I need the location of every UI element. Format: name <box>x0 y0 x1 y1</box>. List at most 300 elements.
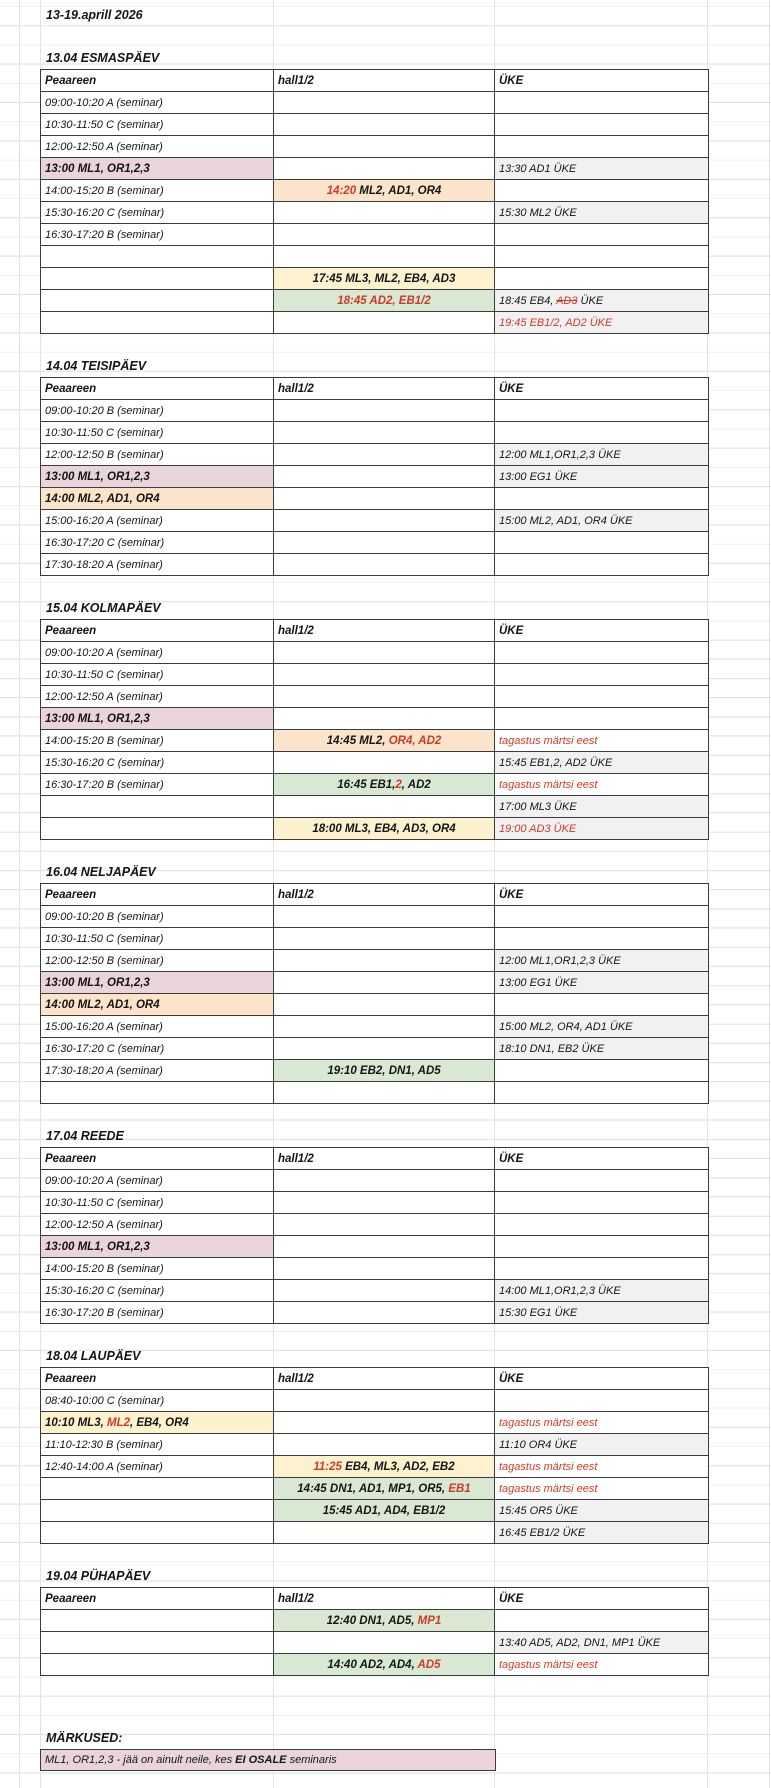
schedule-cell[interactable] <box>495 158 709 180</box>
text-segment: ÜKE <box>577 294 604 307</box>
schedule-cell[interactable] <box>41 818 274 840</box>
text-segment: 17:30-18:20 A (seminar) <box>45 1064 163 1077</box>
schedule-cell[interactable] <box>495 268 709 290</box>
schedule-cell[interactable] <box>274 1500 495 1522</box>
schedule-cell[interactable] <box>495 1302 709 1324</box>
text-segment: 15:30-16:20 C (seminar) <box>45 1284 165 1297</box>
column-header-3[interactable]: ÜKE <box>495 1148 709 1170</box>
text-segment: 15:45 AD1, AD4, EB1/2 <box>322 1504 446 1517</box>
text-segment: 14:00-15:20 B (seminar) <box>45 1262 164 1275</box>
schedule-cell[interactable] <box>41 1390 274 1412</box>
schedule-cell[interactable] <box>41 1610 274 1632</box>
schedule-cell[interactable] <box>274 312 495 334</box>
table-row <box>41 1434 709 1456</box>
table-row <box>41 1456 709 1478</box>
column-header-3[interactable]: ÜKE <box>495 378 709 400</box>
text-segment: 13:00 EG1 ÜKE <box>499 976 578 989</box>
schedule-cell[interactable] <box>41 730 274 752</box>
table-row <box>41 1390 709 1412</box>
schedule-cell[interactable] <box>41 136 274 158</box>
schedule-cell[interactable] <box>274 1302 495 1324</box>
day-section-6 <box>0 1343 771 1544</box>
schedule-cell[interactable] <box>274 928 495 950</box>
schedule-cell[interactable] <box>274 422 495 444</box>
column-header-3[interactable]: ÜKE <box>495 884 709 906</box>
table-row <box>41 818 709 840</box>
sheet-title: 13-19.aprill 2026 <box>46 8 143 22</box>
text-segment: 12:00-12:50 B (seminar) <box>45 448 164 461</box>
schedule-cell[interactable] <box>274 1082 495 1104</box>
text-segment: ML2, AD1, OR4 <box>359 184 442 197</box>
schedule-cell[interactable] <box>274 1632 495 1654</box>
table-row <box>41 136 709 158</box>
schedule-cell[interactable] <box>495 1258 709 1280</box>
schedule-cell[interactable] <box>41 92 274 114</box>
text-segment: 12:00 ML1,OR1,2,3 ÜKE <box>499 954 621 967</box>
text-segment: tagastus märtsi eest <box>499 778 598 791</box>
schedule-cell[interactable] <box>41 400 274 422</box>
text-segment: 12:00-12:50 A (seminar) <box>45 140 163 153</box>
column-header-2[interactable]: hall1/2 <box>274 70 495 92</box>
schedule-cell[interactable] <box>41 202 274 224</box>
text-segment: , AD2 <box>401 778 431 791</box>
schedule-cell[interactable] <box>495 1280 709 1302</box>
table-row <box>41 664 709 686</box>
text-segment: 13:00 ML1, OR1,2,3 <box>45 162 150 175</box>
text-segment: 16:30-17:20 B (seminar) <box>45 1306 164 1319</box>
schedule-cell[interactable] <box>274 642 495 664</box>
column-header-3[interactable]: ÜKE <box>495 70 709 92</box>
schedule-cell[interactable] <box>495 1478 709 1500</box>
table-row <box>41 532 709 554</box>
schedule-cell[interactable] <box>41 686 274 708</box>
schedule-cell[interactable] <box>274 554 495 576</box>
schedule-cell[interactable] <box>495 246 709 268</box>
schedule-cell[interactable] <box>41 290 274 312</box>
schedule-cell[interactable] <box>495 1170 709 1192</box>
schedule-cell[interactable] <box>495 554 709 576</box>
column-header-2[interactable]: hall1/2 <box>274 378 495 400</box>
table-row <box>41 730 709 752</box>
schedule-cell[interactable] <box>495 1038 709 1060</box>
schedule-cell[interactable] <box>41 774 274 796</box>
schedule-cell[interactable] <box>41 488 274 510</box>
day-section-1 <box>0 45 771 334</box>
text-segment: tagastus märtsi eest <box>499 1460 598 1473</box>
schedule-cell[interactable] <box>41 158 274 180</box>
text-segment: 19:45 EB1/2, AD2 ÜKE <box>499 316 613 329</box>
day-section-5 <box>0 1123 771 1324</box>
schedule-cell[interactable] <box>274 1236 495 1258</box>
table-row <box>41 290 709 312</box>
text-segment: AD3 <box>556 294 578 307</box>
column-header-3[interactable]: ÜKE <box>495 620 709 642</box>
schedule-cell[interactable] <box>41 268 274 290</box>
schedule-cell[interactable] <box>41 1236 274 1258</box>
text-segment: tagastus märtsi eest <box>499 1482 598 1495</box>
day-heading: 18.04 LAUPÄEV <box>46 1349 141 1363</box>
schedule-cell[interactable] <box>274 752 495 774</box>
schedule-cell[interactable] <box>495 1500 709 1522</box>
text-segment: 14:00 ML2, AD1, OR4 <box>45 998 160 1011</box>
table-row <box>41 1280 709 1302</box>
schedule-cell[interactable] <box>41 114 274 136</box>
column-header-2[interactable]: hall1/2 <box>274 1148 495 1170</box>
text-segment: 09:00-10:20 A (seminar) <box>45 1174 163 1187</box>
schedule-cell[interactable] <box>41 1016 274 1038</box>
table-row <box>41 444 709 466</box>
day-schedule-table <box>40 1147 709 1324</box>
schedule-cell[interactable] <box>41 1082 274 1104</box>
schedule-cell[interactable] <box>274 796 495 818</box>
schedule-cell[interactable] <box>495 422 709 444</box>
schedule-cell[interactable] <box>274 686 495 708</box>
schedule-cell[interactable] <box>41 532 274 554</box>
schedule-cell[interactable] <box>274 92 495 114</box>
schedule-cell[interactable] <box>41 906 274 928</box>
text-segment: 13:00 ML1, OR1,2,3 <box>45 712 150 725</box>
schedule-cell[interactable] <box>495 950 709 972</box>
schedule-cell[interactable] <box>41 510 274 532</box>
table-row <box>41 1610 709 1632</box>
schedule-cell[interactable] <box>495 774 709 796</box>
schedule-cell[interactable] <box>274 400 495 422</box>
schedule-cell[interactable] <box>495 906 709 928</box>
text-segment: 10:30-11:50 C (seminar) <box>45 668 164 681</box>
table-row <box>41 642 709 664</box>
column-header-3[interactable]: ÜKE <box>495 1588 709 1610</box>
table-row <box>41 400 709 422</box>
day-schedule-table <box>40 377 709 576</box>
schedule-cell[interactable] <box>495 664 709 686</box>
text-segment: EB4, ML3, AD2, EB2 <box>345 1460 455 1473</box>
schedule-cell[interactable] <box>274 1280 495 1302</box>
schedule-cell[interactable] <box>274 818 495 840</box>
schedule-cell[interactable] <box>274 136 495 158</box>
schedule-cell[interactable] <box>495 752 709 774</box>
table-row <box>41 1038 709 1060</box>
table-row <box>41 554 709 576</box>
table-row <box>41 1412 709 1434</box>
day-section-3 <box>0 595 771 840</box>
text-segment: 15:00 ML2, OR4, AD1 ÜKE <box>499 1020 633 1033</box>
schedule-cell[interactable] <box>495 290 709 312</box>
table-row <box>41 158 709 180</box>
schedule-cell[interactable] <box>274 664 495 686</box>
column-header-1[interactable]: Peaareen <box>41 1368 274 1390</box>
schedule-cell[interactable] <box>41 1192 274 1214</box>
schedule-cell[interactable] <box>495 1214 709 1236</box>
schedule-cell[interactable] <box>274 290 495 312</box>
schedule-cell[interactable] <box>41 1522 274 1544</box>
schedule-cell[interactable] <box>41 1258 274 1280</box>
text-segment: 15:30 ML2 ÜKE <box>499 206 577 219</box>
schedule-cell[interactable] <box>495 92 709 114</box>
column-header-2[interactable]: hall1/2 <box>274 620 495 642</box>
day-heading: 17.04 REEDE <box>46 1129 124 1143</box>
schedule-cell[interactable] <box>41 928 274 950</box>
column-header-2[interactable]: hall1/2 <box>274 1368 495 1390</box>
text-segment: 13:00 ML1, OR1,2,3 <box>45 1240 150 1253</box>
schedule-cell[interactable] <box>41 1500 274 1522</box>
text-segment: 15:45 EB1,2, AD2 ÜKE <box>499 756 613 769</box>
text-segment: ML2 <box>107 1416 130 1429</box>
column-header-1[interactable]: Peaareen <box>41 1588 274 1610</box>
schedule-cell[interactable] <box>495 928 709 950</box>
text-segment: 14:00-15:20 B (seminar) <box>45 184 164 197</box>
schedule-cell[interactable] <box>495 466 709 488</box>
schedule-cell[interactable] <box>495 202 709 224</box>
schedule-cell[interactable] <box>495 972 709 994</box>
schedule-cell[interactable] <box>274 1412 495 1434</box>
column-header-2[interactable]: hall1/2 <box>274 884 495 906</box>
text-segment: 18:45 AD2, EB1/2 <box>337 294 431 307</box>
schedule-cell[interactable] <box>274 906 495 928</box>
schedule-cell[interactable] <box>495 1412 709 1434</box>
schedule-cell[interactable] <box>41 180 274 202</box>
schedule-cell[interactable] <box>41 466 274 488</box>
schedule-cell[interactable] <box>495 796 709 818</box>
schedule-cell[interactable] <box>274 1060 495 1082</box>
column-header-2[interactable]: hall1/2 <box>274 1588 495 1610</box>
column-header-1[interactable]: Peaareen <box>41 620 274 642</box>
schedule-cell[interactable] <box>274 114 495 136</box>
schedule-cell[interactable] <box>274 158 495 180</box>
schedule-cell[interactable] <box>274 444 495 466</box>
column-header-3[interactable]: ÜKE <box>495 1368 709 1390</box>
text-segment: 16:30-17:20 C (seminar) <box>45 1042 165 1055</box>
schedule-cell[interactable] <box>274 202 495 224</box>
schedule-cell[interactable] <box>495 224 709 246</box>
schedule-cell[interactable] <box>274 1258 495 1280</box>
schedule-cell[interactable] <box>495 488 709 510</box>
schedule-cell[interactable] <box>274 532 495 554</box>
day-section-2 <box>0 353 771 576</box>
schedule-cell[interactable] <box>274 1478 495 1500</box>
schedule-cell[interactable] <box>274 1016 495 1038</box>
schedule-cell[interactable] <box>274 246 495 268</box>
day-schedule-table <box>40 69 709 334</box>
text-segment: , EB4, OR4 <box>130 1416 189 1429</box>
schedule-cell[interactable] <box>274 730 495 752</box>
schedule-cell[interactable] <box>41 664 274 686</box>
column-header-1[interactable]: Peaareen <box>41 70 274 92</box>
text-segment: 10:30-11:50 C (seminar) <box>45 1196 164 1209</box>
schedule-cell[interactable] <box>274 224 495 246</box>
schedule-cell[interactable] <box>274 950 495 972</box>
schedule-cell[interactable] <box>495 400 709 422</box>
schedule-cell[interactable] <box>274 1214 495 1236</box>
table-row <box>41 268 709 290</box>
table-row <box>41 972 709 994</box>
schedule-cell[interactable] <box>495 1016 709 1038</box>
text-segment: 17:00 ML3 ÜKE <box>499 800 577 813</box>
schedule-cell[interactable] <box>274 1434 495 1456</box>
table-row <box>41 180 709 202</box>
schedule-cell[interactable] <box>274 1038 495 1060</box>
schedule-cell[interactable] <box>274 994 495 1016</box>
schedule-cell[interactable] <box>41 642 274 664</box>
schedule-cell[interactable] <box>495 642 709 664</box>
schedule-cell[interactable] <box>41 950 274 972</box>
schedule-cell[interactable] <box>274 268 495 290</box>
schedule-cell[interactable] <box>274 1522 495 1544</box>
notes-row[interactable] <box>40 1749 496 1771</box>
schedule-cell[interactable] <box>274 1654 495 1676</box>
text-segment: 16:45 EB1/2 ÜKE <box>499 1526 586 1539</box>
table-row <box>41 1170 709 1192</box>
schedule-cell[interactable] <box>41 1038 274 1060</box>
day-heading: 15.04 KOLMAPÄEV <box>46 601 161 615</box>
schedule-cell[interactable] <box>495 1610 709 1632</box>
table-row <box>41 1478 709 1500</box>
text-segment: tagastus märtsi eest <box>499 734 598 747</box>
table-row <box>41 466 709 488</box>
schedule-cell[interactable] <box>41 1412 274 1434</box>
schedule-cell[interactable] <box>495 730 709 752</box>
schedule-cell[interactable] <box>41 1214 274 1236</box>
schedule-cell[interactable] <box>495 1434 709 1456</box>
schedule-cell[interactable] <box>495 1082 709 1104</box>
schedule-cell[interactable] <box>41 1632 274 1654</box>
schedule-cell[interactable] <box>274 1456 495 1478</box>
text-segment: 12:00 ML1,OR1,2,3 ÜKE <box>499 448 621 461</box>
schedule-cell[interactable] <box>274 708 495 730</box>
table-row <box>41 1522 709 1544</box>
days <box>0 45 771 1676</box>
schedule-cell[interactable] <box>495 532 709 554</box>
day-heading: 16.04 NELJAPÄEV <box>46 865 156 879</box>
schedule-cell[interactable] <box>495 1390 709 1412</box>
table-row <box>41 796 709 818</box>
schedule-cell[interactable] <box>495 1236 709 1258</box>
text-segment: 14:00 ML1,OR1,2,3 ÜKE <box>499 1284 621 1297</box>
schedule-cell[interactable] <box>41 312 274 334</box>
schedule-cell[interactable] <box>495 1522 709 1544</box>
column-header-1[interactable]: Peaareen <box>41 884 274 906</box>
text-segment: 10:10 ML3, <box>45 1416 107 1429</box>
schedule-cell[interactable] <box>41 224 274 246</box>
text-segment: 14:45 DN1, AD1, MP1, OR5, <box>297 1482 449 1495</box>
schedule-cell[interactable] <box>41 1280 274 1302</box>
schedule-cell[interactable] <box>274 1390 495 1412</box>
schedule-cell[interactable] <box>41 1654 274 1676</box>
schedule-cell[interactable] <box>41 1456 274 1478</box>
schedule-cell[interactable] <box>495 444 709 466</box>
text-segment: 17:45 ML3, ML2, EB4, AD3 <box>312 272 456 285</box>
text-segment: 2 <box>395 778 402 791</box>
day-schedule-table <box>40 883 709 1104</box>
table-row <box>41 1632 709 1654</box>
schedule-cell[interactable] <box>41 708 274 730</box>
schedule-cell[interactable] <box>274 488 495 510</box>
schedule-cell[interactable] <box>495 114 709 136</box>
text-segment: 15:00-16:20 A (seminar) <box>45 514 163 527</box>
schedule-cell[interactable] <box>41 994 274 1016</box>
table-row <box>41 1258 709 1280</box>
schedule-cell[interactable] <box>495 1192 709 1214</box>
schedule-cell[interactable] <box>41 972 274 994</box>
schedule-cell[interactable] <box>495 708 709 730</box>
schedule-cell[interactable] <box>41 1434 274 1456</box>
schedule-cell[interactable] <box>41 444 274 466</box>
text-segment: 11:25 <box>313 1460 346 1473</box>
table-row <box>41 1214 709 1236</box>
column-header-1[interactable]: Peaareen <box>41 1148 274 1170</box>
text-segment: 11:10 OR4 ÜKE <box>499 1438 578 1451</box>
schedule-cell[interactable] <box>495 510 709 532</box>
table-row <box>41 1016 709 1038</box>
schedule-cell[interactable] <box>495 1654 709 1676</box>
schedule-cell[interactable] <box>274 774 495 796</box>
notes-heading: MÄRKUSED: <box>46 1731 123 1745</box>
schedule-cell[interactable] <box>41 1302 274 1324</box>
schedule-cell[interactable] <box>274 180 495 202</box>
text-segment: 16:30-17:20 C (seminar) <box>45 536 165 549</box>
schedule-cell[interactable] <box>41 752 274 774</box>
schedule-cell[interactable] <box>274 510 495 532</box>
day-schedule-table <box>40 1587 709 1676</box>
table-row <box>41 488 709 510</box>
table-row <box>41 1302 709 1324</box>
schedule-cell[interactable] <box>41 1478 274 1500</box>
schedule-cell[interactable] <box>495 818 709 840</box>
text-segment: tagastus märtsi eest <box>499 1658 598 1671</box>
schedule-cell[interactable] <box>495 1060 709 1082</box>
text-segment: 15:30 EG1 ÜKE <box>499 1306 578 1319</box>
table-row <box>41 422 709 444</box>
schedule-cell[interactable] <box>41 422 274 444</box>
schedule-cell[interactable] <box>495 994 709 1016</box>
schedule-cell[interactable] <box>274 466 495 488</box>
text-segment: 09:00-10:20 B (seminar) <box>45 404 164 417</box>
text-segment: 14:45 ML2, <box>326 734 389 747</box>
schedule-cell[interactable] <box>495 312 709 334</box>
text-segment: MP1 <box>417 1614 442 1627</box>
text-segment: 19:00 AD3 ÜKE <box>499 822 577 835</box>
schedule-cell[interactable] <box>495 1456 709 1478</box>
table-row <box>41 928 709 950</box>
schedule-cell[interactable] <box>274 972 495 994</box>
schedule-cell[interactable] <box>495 686 709 708</box>
table-row <box>41 246 709 268</box>
schedule-cell[interactable] <box>41 796 274 818</box>
schedule-cell[interactable] <box>495 1632 709 1654</box>
schedule-cell[interactable] <box>495 136 709 158</box>
text-segment: 13:30 AD1 ÜKE <box>499 162 577 175</box>
schedule-cell[interactable] <box>274 1610 495 1632</box>
schedule-cell[interactable] <box>41 1170 274 1192</box>
schedule-cell[interactable] <box>41 1060 274 1082</box>
text-segment: AD5 <box>417 1658 441 1671</box>
schedule-cell[interactable] <box>41 246 274 268</box>
text-segment: 15:30-16:20 C (seminar) <box>45 206 165 219</box>
schedule-cell[interactable] <box>41 554 274 576</box>
text-segment: 18:10 DN1, EB2 ÜKE <box>499 1042 605 1055</box>
schedule-cell[interactable] <box>495 180 709 202</box>
text-segment: 14:20 <box>326 184 360 197</box>
schedule-cell[interactable] <box>274 1192 495 1214</box>
table-row <box>41 224 709 246</box>
day-schedule-table <box>40 1367 709 1544</box>
table-row <box>41 1654 709 1676</box>
table-row <box>41 114 709 136</box>
table-row <box>41 774 709 796</box>
column-header-1[interactable]: Peaareen <box>41 378 274 400</box>
schedule-cell[interactable] <box>274 1170 495 1192</box>
text-segment: 09:00-10:20 B (seminar) <box>45 910 164 923</box>
text-segment: 10:30-11:50 C (seminar) <box>45 118 164 131</box>
